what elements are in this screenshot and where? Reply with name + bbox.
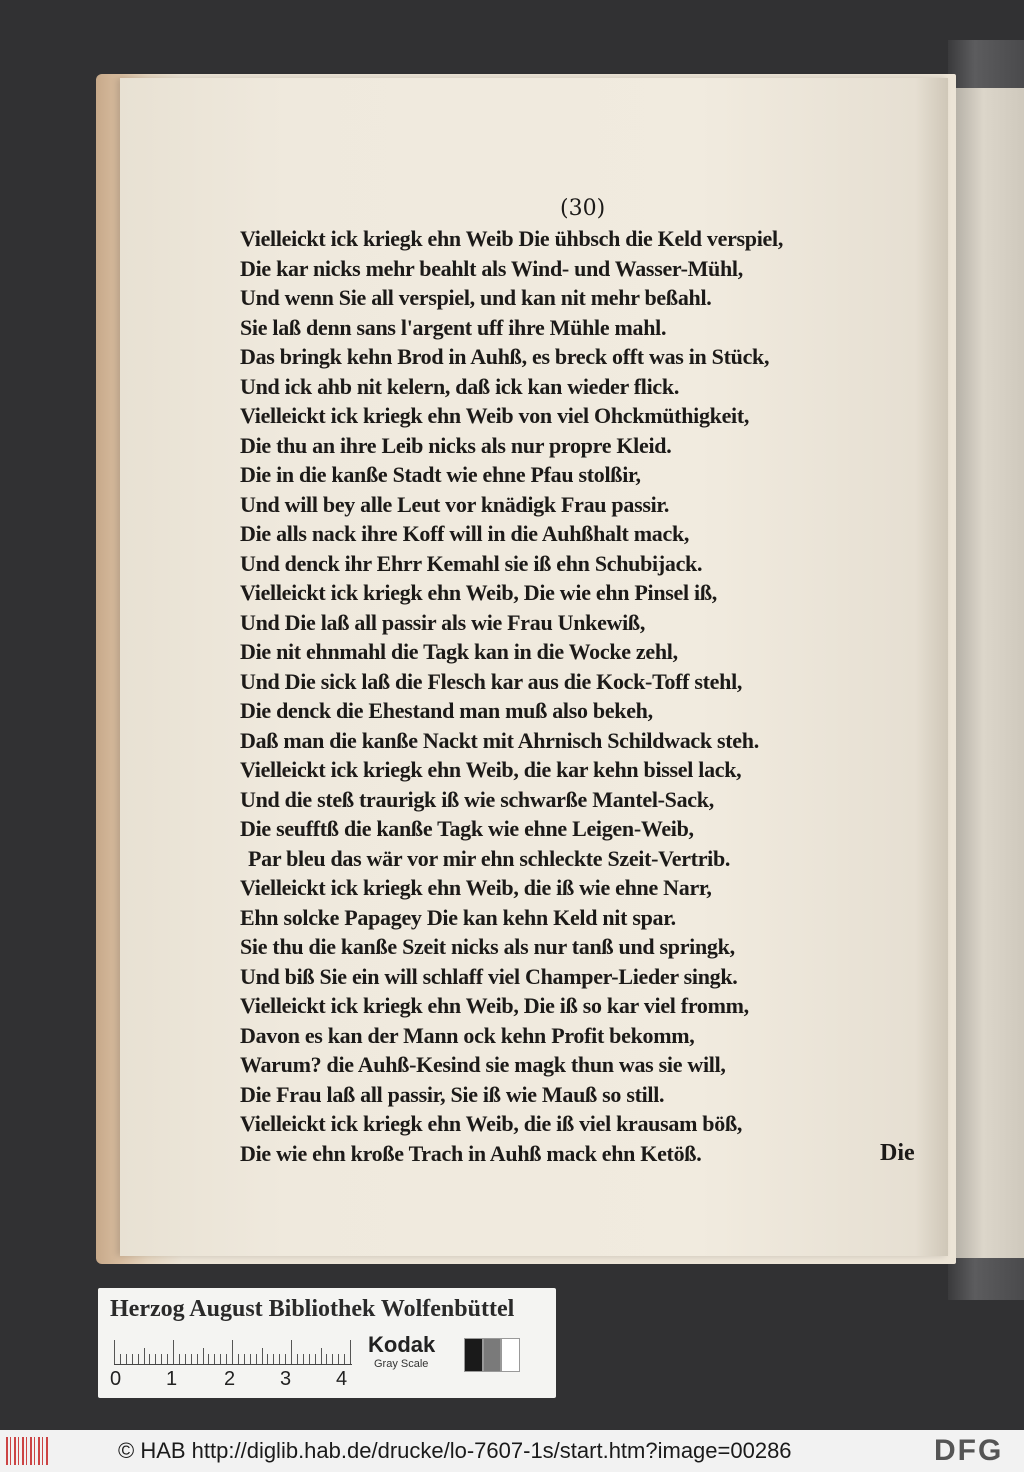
gray-swatch <box>464 1338 483 1372</box>
verse-text <box>240 224 880 1168</box>
verse-line: Das bringk kehn Brod in Auhß, es breck offt was in Stück, <box>240 344 770 369</box>
facing-page <box>956 88 1024 1258</box>
verse-line: Warum? die Auhß-Kesind sie magk thun was sie will, <box>240 1052 726 1077</box>
verse-line: Vielleickt ick kriegk ehn Weib, Die wie ehn Pinsel iß, <box>240 580 717 605</box>
verse-line: Die wie ehn kroße Trach in Auhß mack ehn Ketöß. <box>240 1140 702 1166</box>
ruler-tick <box>244 1354 245 1364</box>
color-ruler-card <box>98 1288 556 1398</box>
ruler-tick <box>126 1354 127 1364</box>
kodak-label: Kodak <box>368 1332 436 1357</box>
ruler-tick <box>238 1354 239 1364</box>
ruler-tick <box>208 1354 209 1364</box>
scale-number: 3 <box>280 1368 292 1390</box>
verse-line: Die kar nicks mehr beahlt als Wind- und Wasser-Mühl, <box>240 255 743 281</box>
copyright-link[interactable]: © HAB http://diglib.hab.de/drucke/lo-7607-1s/start.htm?image=00286 <box>118 1438 792 1463</box>
ruler-tick <box>191 1354 192 1364</box>
ruler-tick <box>326 1354 327 1364</box>
scale-number: 2 <box>224 1368 236 1390</box>
verse-line: Vielleickt ick kriegk ehn Weib, Die iß so kar viel fromm, <box>240 993 749 1018</box>
gray-swatches <box>464 1338 520 1370</box>
ruler-tick <box>114 1340 115 1364</box>
ruler-tick <box>250 1354 251 1364</box>
ruler-tick <box>332 1354 333 1364</box>
ruler-tick <box>179 1354 180 1364</box>
ruler-tick <box>214 1354 215 1364</box>
verse-line: Die seufftß die kanße Tagk wie ehne Leigen-Weib, <box>240 816 694 841</box>
ruler-tick <box>226 1354 227 1364</box>
ruler-tick <box>144 1348 145 1364</box>
ruler-tick <box>149 1354 150 1364</box>
verse-line: Die nit ehnmahl die Tagk kan in die Wocke zehl, <box>240 639 678 664</box>
gray-swatch <box>501 1338 520 1372</box>
ruler-tick <box>197 1354 198 1364</box>
verse-line: Vielleickt ick kriegk ehn Weib Die ühbsch die Keld verspiel, <box>240 226 784 251</box>
ruler-tick <box>120 1354 121 1364</box>
verse-line: Und Die sick laß die Flesch kar aus die Kock-Toff stehl, <box>240 668 743 694</box>
verse-line: Und Die laß all passir als wie Frau Unkewiß, <box>240 609 646 635</box>
ruler-tick <box>220 1354 221 1364</box>
ruler-tick <box>132 1354 133 1364</box>
barcode-icon <box>6 1437 48 1465</box>
ruler-tick <box>185 1354 186 1364</box>
ruler-tick <box>303 1354 304 1364</box>
page-number: (30) <box>560 196 606 221</box>
ruler-tick <box>203 1348 204 1364</box>
ruler-tick <box>262 1348 263 1364</box>
verse-line: Und wenn Sie all verspiel, und kan nit mehr beßahl. <box>240 285 712 310</box>
ruler-tick <box>256 1354 257 1364</box>
verse-line: Und ick ahb nit kelern, daß ick kan wieder flick. <box>240 373 680 399</box>
verse-line: Par bleu das wär vor mir ehn schleckte Szeit-Vertrib. <box>248 845 731 871</box>
ruler-tick <box>291 1340 292 1364</box>
verse-line: Die in die kanße Stadt wie ehne Pfau stolßir, <box>240 462 641 487</box>
ruler-tick <box>279 1354 280 1364</box>
footer-bar <box>0 1430 1024 1472</box>
dfg-logo: DFG <box>934 1434 1004 1467</box>
verse-line: Ehn solcke Papagey Die kan kehn Keld nit spar. <box>240 904 676 930</box>
scale-number: 4 <box>336 1368 348 1390</box>
verse-line: Sie thu die kanße Szeit nicks als nur tanß und springk, <box>240 934 735 959</box>
ruler-tick <box>321 1348 322 1364</box>
verse-line: Vielleickt ick kriegk ehn Weib von viel Ohckmüthigkeit, <box>240 403 750 428</box>
ruler-tick <box>232 1340 233 1364</box>
ruler-tick <box>350 1340 351 1364</box>
verse-line: Vielleickt ick kriegk ehn Weib, die iß viel krausam böß, <box>240 1111 743 1136</box>
gray-swatch <box>483 1338 502 1372</box>
verse-line: Die denck die Ehestand man muß also bekeh, <box>240 698 653 723</box>
ruler-tick <box>273 1354 274 1364</box>
ruler-tick <box>297 1354 298 1364</box>
verse-line: Und die steß traurigk iß wie schwarße Mantel-Sack, <box>240 786 714 812</box>
verse-line: Die Frau laß all passir, Sie iß wie Mauß so still. <box>240 1081 665 1107</box>
verse-line: Und biß Sie ein will schlaff viel Champer-Lieder singk. <box>240 963 738 989</box>
verse-line: Die alls nack ihre Koff will in die Auhßhalt mack, <box>240 521 690 546</box>
ruler-tick <box>155 1354 156 1364</box>
verse-line: Die thu an ihre Leib nicks als nur propre Kleid. <box>240 432 672 458</box>
ruler-tick <box>167 1354 168 1364</box>
ruler-tick <box>173 1340 174 1364</box>
ruler-tick <box>267 1354 268 1364</box>
ruler-tick <box>161 1354 162 1364</box>
ruler-tick <box>344 1354 345 1364</box>
ruler-tick <box>138 1354 139 1364</box>
gray-scale-label: Gray Scale <box>374 1358 429 1370</box>
scale-number: 1 <box>166 1368 178 1390</box>
scale-number: 0 <box>110 1368 122 1390</box>
ruler-tick <box>338 1354 339 1364</box>
ruler-scale <box>114 1338 352 1365</box>
verse-line: Daß man die kanße Nackt mit Ahrnisch Schildwack steh. <box>240 727 759 753</box>
verse-line: Vielleickt ick kriegk ehn Weib, die kar kehn bissel lack, <box>240 757 742 782</box>
ruler-tick <box>309 1354 310 1364</box>
verse-line: Und will bey alle Leut vor knädigk Frau passir. <box>240 491 670 517</box>
catchword: Die <box>880 1140 915 1166</box>
ruler-tick <box>315 1354 316 1364</box>
verse-line: Und denck ihr Ehrr Kemahl sie iß ehn Schubijack. <box>240 550 703 576</box>
verse-line: Davon es kan der Mann ock kehn Profit bekomm, <box>240 1022 695 1048</box>
verse-line: Vielleickt ick kriegk ehn Weib, die iß wie ehne Narr, <box>240 875 712 900</box>
verse-line: Sie laß denn sans l'argent uff ihre Mühle mahl. <box>240 314 667 340</box>
ruler-tick <box>285 1354 286 1364</box>
library-name: Herzog August Bibliothek Wolfenbüttel <box>110 1296 515 1322</box>
